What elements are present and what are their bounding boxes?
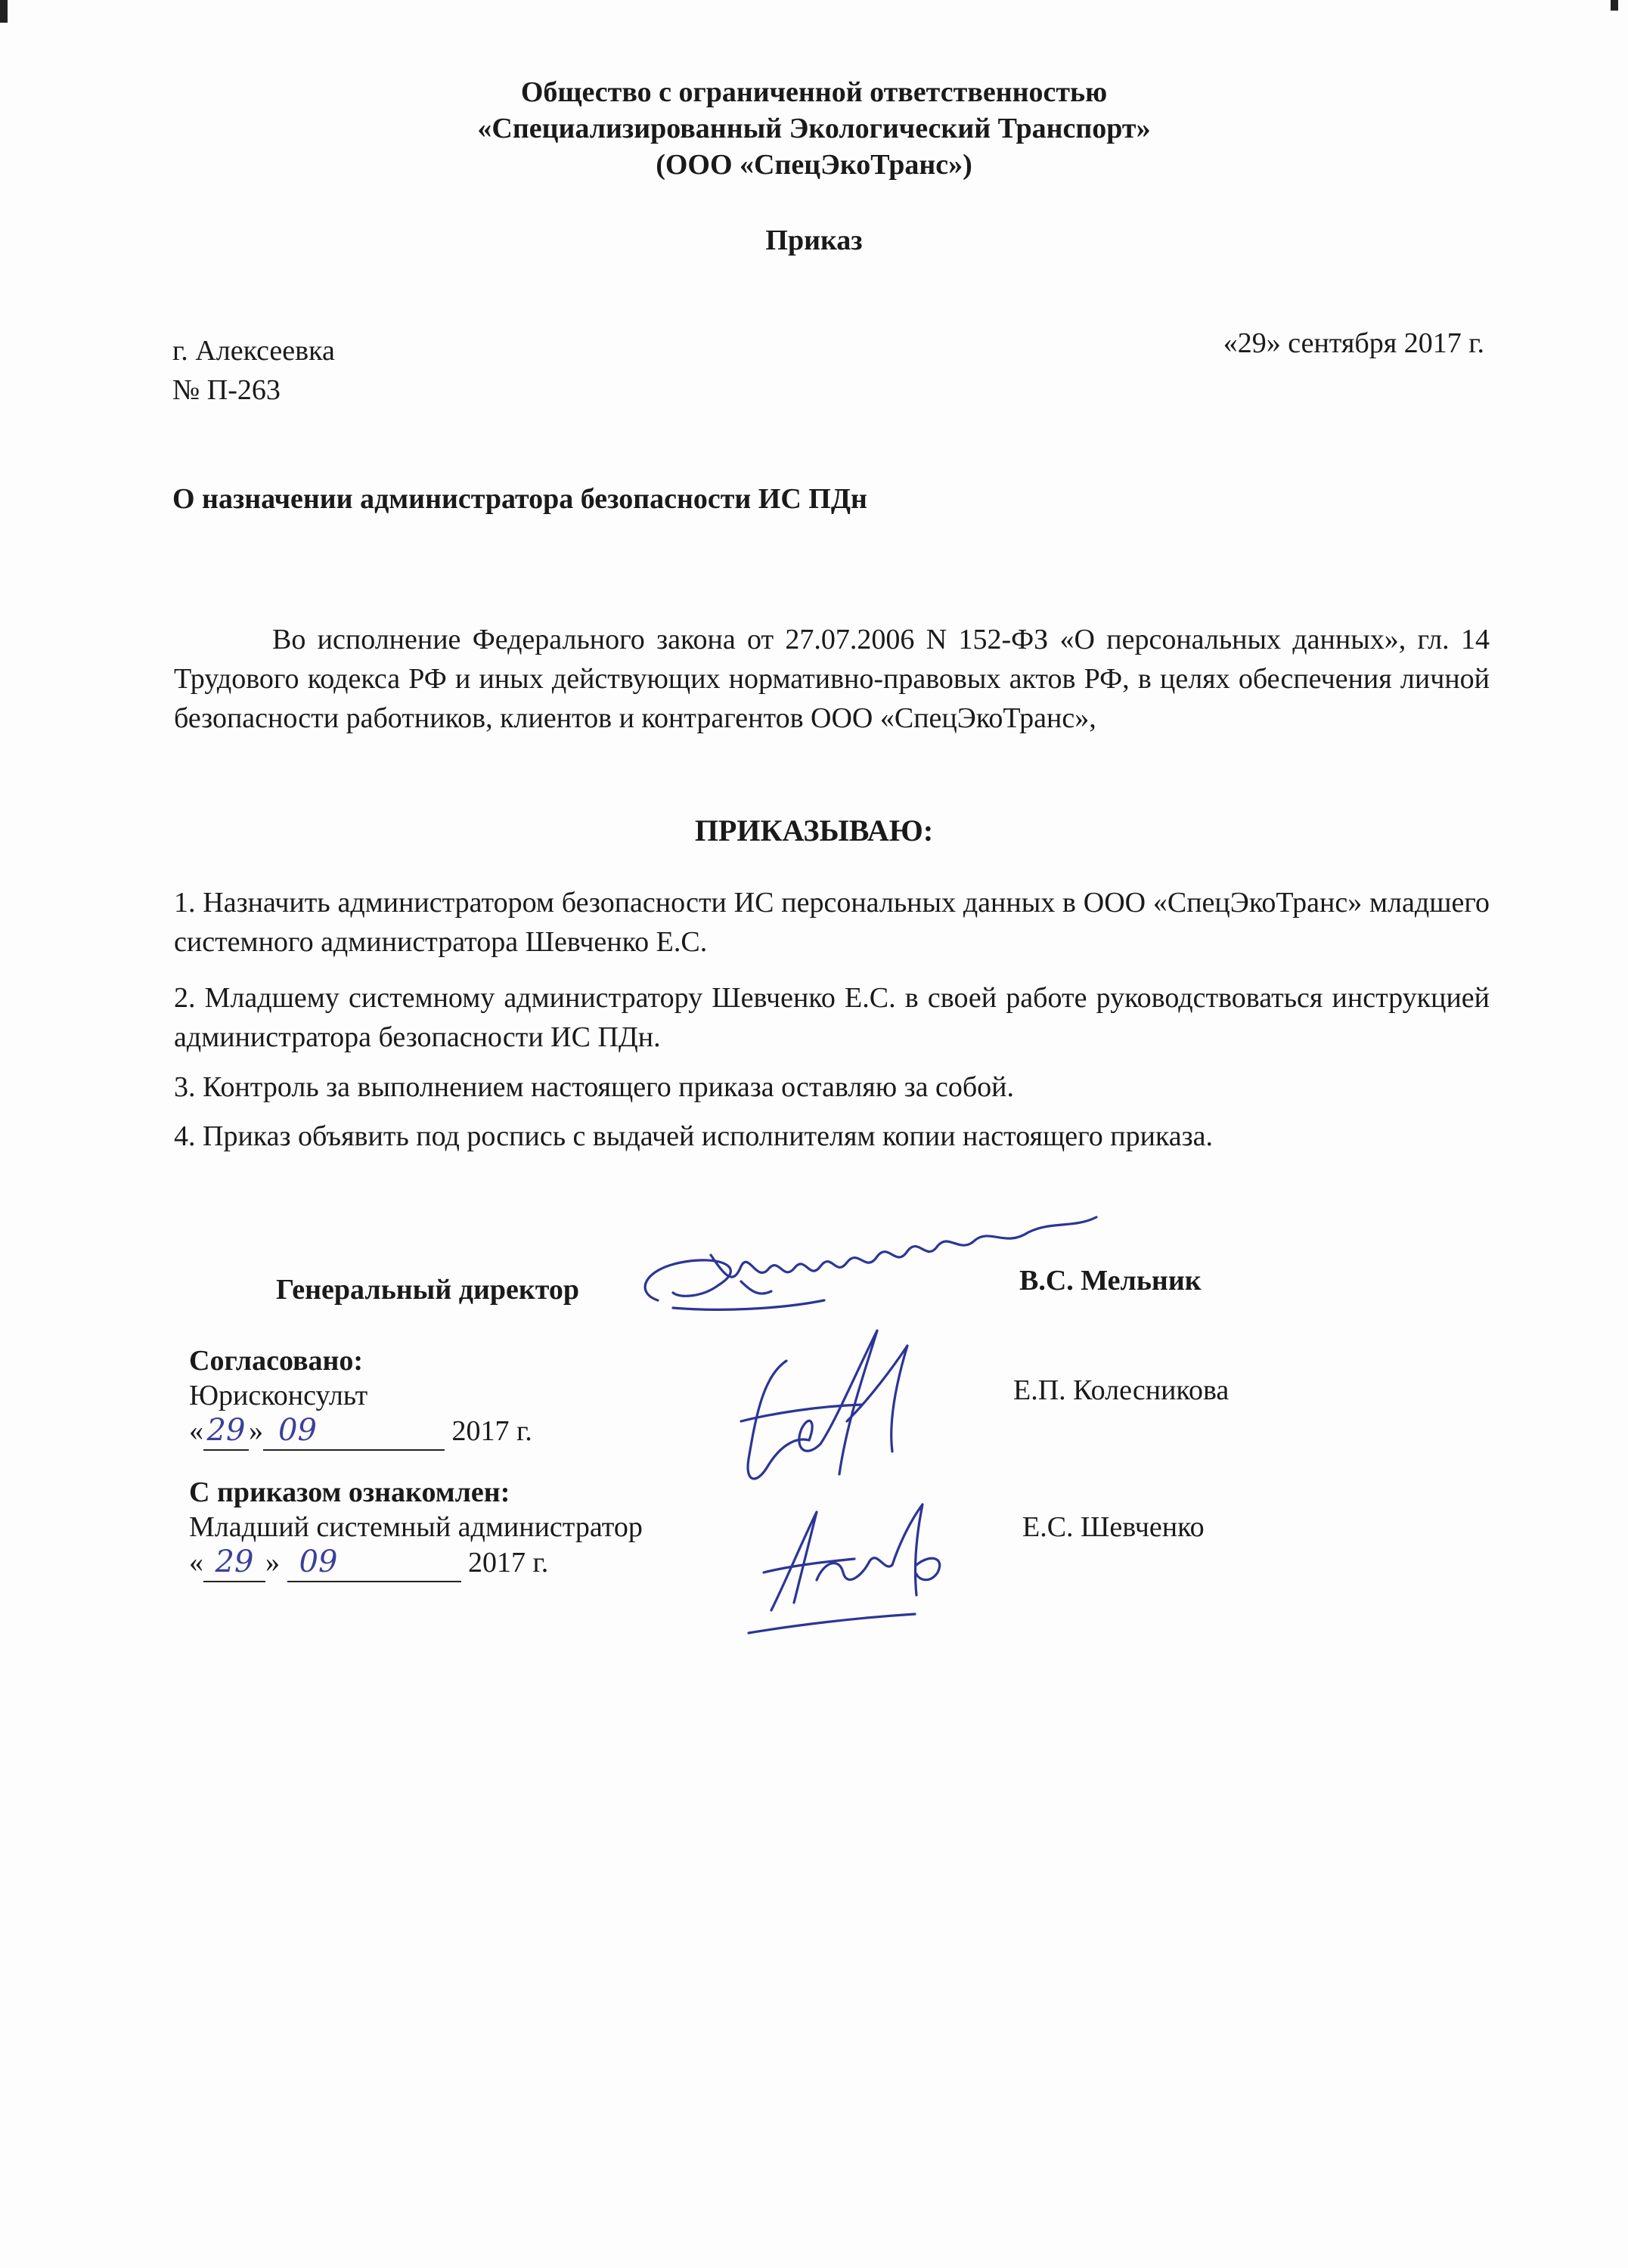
lawyer-date-line bbox=[189, 1412, 532, 1451]
admin-date-open-quote: « bbox=[189, 1547, 203, 1579]
org-name-line1: Общество с ограниченной ответственностью bbox=[520, 76, 1108, 108]
director-signature bbox=[628, 1210, 1112, 1323]
admin-date-month: 09 bbox=[299, 1545, 338, 1579]
lawyer-date-year: 2017 г. bbox=[451, 1415, 532, 1447]
lawyer-title: Юрисконсульт bbox=[189, 1380, 368, 1411]
scan-mark-top-right bbox=[1611, 0, 1618, 11]
order-item-2: 2. Младшему системному администратору Шевченко Е.С. в своей работе руководствоваться инструкцией администратора безопасности ИС ПДн. bbox=[174, 982, 1490, 1053]
order-date: «29» сентября 2017 г. bbox=[1223, 327, 1484, 359]
lawyer-date-close-quote: » bbox=[249, 1415, 263, 1447]
admin-date-year: 2017 г. bbox=[468, 1547, 549, 1579]
admin-name: Е.С. Шевченко bbox=[1022, 1511, 1205, 1543]
lawyer-date-month: 09 bbox=[278, 1413, 317, 1448]
lawyer-date-month-blank bbox=[263, 1412, 445, 1451]
admin-title: Младший системный администратор bbox=[189, 1511, 643, 1543]
org-name-line3: (ООО «СпецЭкоТранс») bbox=[656, 149, 972, 181]
org-name-line2: «Специализированный Экологический Транспорт» bbox=[477, 113, 1151, 144]
director-title: Генеральный директор bbox=[276, 1274, 580, 1306]
order-item-3: 3. Контроль за выполнением настоящего приказа оставляю за собой. bbox=[174, 1071, 1015, 1103]
lawyer-name: Е.П. Колесникова bbox=[1013, 1374, 1230, 1406]
acquainted-label: С приказом ознакомлен: bbox=[189, 1476, 510, 1508]
admin-date-day-blank bbox=[203, 1544, 265, 1582]
city: г. Алексеевка bbox=[172, 335, 335, 367]
admin-date-month-blank bbox=[287, 1544, 461, 1582]
order-item-4: 4. Приказ объявить под роспись с выдачей исполнителям копии настоящего приказа. bbox=[174, 1120, 1214, 1152]
lawyer-date-open-quote: « bbox=[189, 1415, 203, 1447]
lawyer-date-day: 29 bbox=[206, 1413, 246, 1448]
doc-type-title: Приказ bbox=[765, 225, 863, 256]
lawyer-date-day-blank bbox=[203, 1412, 249, 1451]
agreed-label: Согласовано: bbox=[189, 1345, 364, 1377]
order-item-1: 1. Назначить администратором безопасности ИС персональных данных в ООО «СпецЭкоТранс» младшего системного администратора Шевченко Е.С. bbox=[174, 887, 1490, 958]
order-subject: О назначении администратора безопасности ИС ПДн bbox=[172, 483, 867, 515]
preamble-paragraph: Во исполнение Федерального закона от 27.07.2006 N 152-ФЗ «О персональных данных», гл. 14 Трудового кодекса РФ и иных действующих нормативно-правовых актов РФ, в целях обеспечения личной безопасности работников, клиентов и контрагентов ООО «СпецЭкоТранс», bbox=[174, 624, 1490, 734]
order-number: № П-263 bbox=[172, 374, 281, 406]
admin-date-day: 29 bbox=[215, 1545, 254, 1579]
director-name: В.С. Мельник bbox=[1019, 1265, 1202, 1297]
order-word: ПРИКАЗЫВАЮ: bbox=[694, 813, 934, 847]
admin-date-line bbox=[189, 1544, 548, 1582]
lawyer-signature bbox=[696, 1308, 938, 1504]
scan-mark-top-left bbox=[0, 0, 8, 23]
admin-date-close-quote: » bbox=[265, 1547, 280, 1579]
admin-signature bbox=[718, 1489, 975, 1641]
